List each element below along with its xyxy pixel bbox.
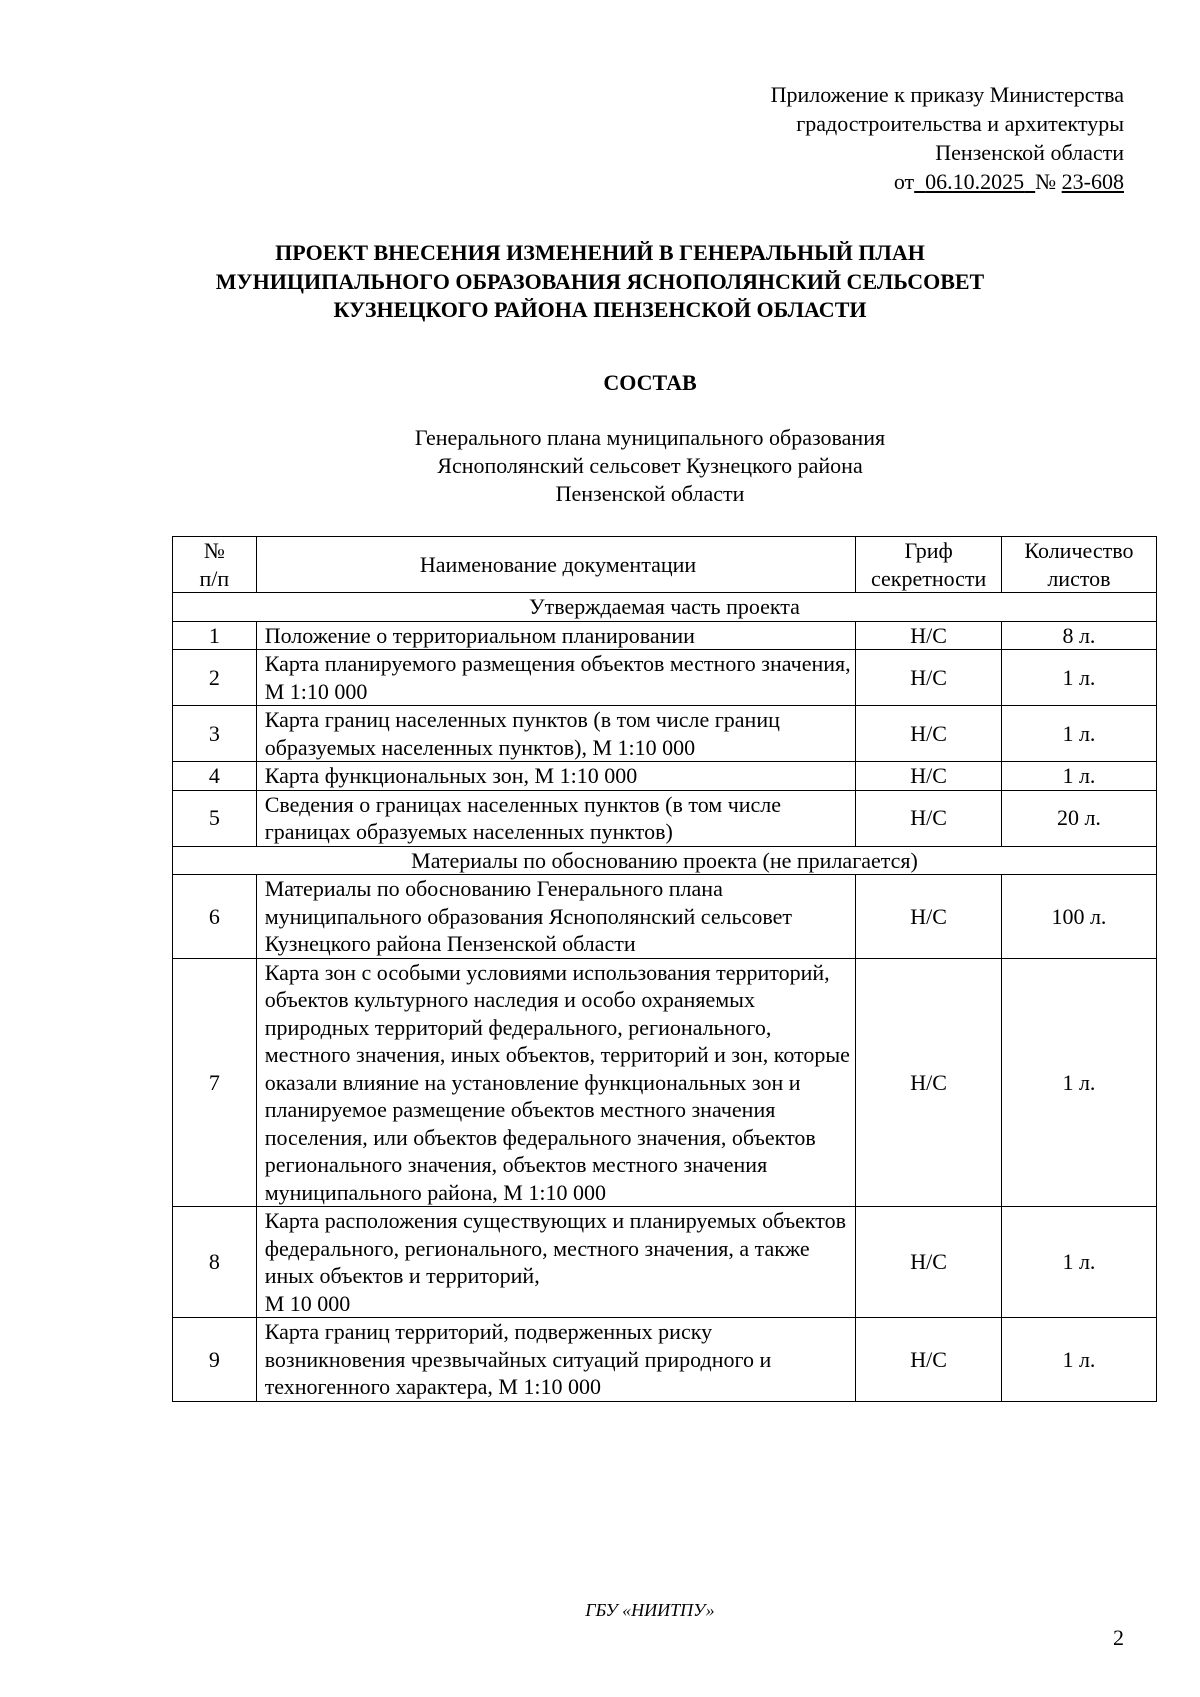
section-row-approved xyxy=(173,593,1157,622)
header-name: Наименование документации xyxy=(256,537,856,593)
row-name: Положение о территориальном планировании xyxy=(256,621,856,650)
section-heading: СОСТАВ xyxy=(603,370,697,395)
row-grif: Н/С xyxy=(856,875,1001,959)
row-num: 8 xyxy=(173,1207,257,1318)
table-row xyxy=(173,958,1157,1207)
row-qty: 1 л. xyxy=(1001,1207,1156,1318)
approval-number: 23-608 xyxy=(1061,169,1124,194)
row-grif: Н/С xyxy=(856,650,1001,706)
table-row xyxy=(173,621,1157,650)
table-row xyxy=(173,650,1157,706)
row-name: Карта границ территорий, подверженных риску возникновения чрезвычайных ситуаций природного и техногенного характера, М 1:10 000 xyxy=(256,1318,856,1402)
row-name-line-2: М 10 000 xyxy=(264,1290,351,1316)
row-num: 5 xyxy=(173,790,257,846)
row-name: Карта планируемого размещения объектов местного значения, М 1:10 000 xyxy=(256,650,856,706)
row-num: 7 xyxy=(173,958,257,1207)
header-num: № п/п xyxy=(173,537,257,593)
page-number: 2 xyxy=(1113,1625,1124,1650)
document-title xyxy=(110,239,1090,325)
approval-number-prefix: № xyxy=(1035,169,1057,194)
row-num: 4 xyxy=(173,762,257,791)
composition-table xyxy=(172,536,1157,1402)
row-grif: Н/С xyxy=(856,621,1001,650)
approval-line-3: Пензенской области xyxy=(935,140,1124,165)
title-line-2: МУНИЦИПАЛЬНОГО ОБРАЗОВАНИЯ ЯСНОПОЛЯНСКИЙ СЕЛЬСОВЕТ xyxy=(215,268,985,294)
table-row xyxy=(173,1318,1157,1402)
table-row xyxy=(173,1207,1157,1318)
table-row xyxy=(173,762,1157,791)
row-qty: 1 л. xyxy=(1001,1318,1156,1402)
row-grif: Н/С xyxy=(856,958,1001,1207)
approval-date: 06.10.2025 xyxy=(925,169,1025,194)
row-name-line-1: Карта расположения существующих и планируемых объектов федерального, регионального, местного значения, а также иных объектов и территорий, xyxy=(264,1208,846,1288)
approval-date-line xyxy=(564,167,1124,196)
section-label: Утверждаемая часть проекта xyxy=(173,593,1157,622)
row-num: 6 xyxy=(173,875,257,959)
row-num: 9 xyxy=(173,1318,257,1402)
row-grif: Н/С xyxy=(856,1207,1001,1318)
row-num: 2 xyxy=(173,650,257,706)
row-num: 1 xyxy=(173,621,257,650)
row-grif: Н/С xyxy=(856,1318,1001,1402)
row-name: Карта границ населенных пунктов (в том числе границ образуемых населенных пунктов), М 1:10 000 xyxy=(256,706,856,762)
section-row-justification xyxy=(173,846,1157,875)
table-row xyxy=(173,790,1157,846)
subtitle-line-3: Пензенской области xyxy=(555,481,745,506)
footer-organization: ГБУ «НИИТПУ» xyxy=(585,1600,715,1620)
title-line-1: ПРОЕКТ ВНЕСЕНИЯ ИЗМЕНЕНИЙ В ГЕНЕРАЛЬНЫЙ ПЛАН xyxy=(275,240,925,265)
row-grif: Н/С xyxy=(856,790,1001,846)
approval-line-2: градостроительства и архитектуры xyxy=(796,111,1124,136)
document-subtitle xyxy=(250,424,1050,508)
row-grif: Н/С xyxy=(856,706,1001,762)
row-qty: 100 л. xyxy=(1001,875,1156,959)
approval-block xyxy=(564,80,1124,196)
table-header-row xyxy=(173,537,1157,593)
header-qty: Количество листов xyxy=(1001,537,1156,593)
table-row xyxy=(173,875,1157,959)
row-qty: 20 л. xyxy=(1001,790,1156,846)
row-name: Карта зон с особыми условиями использования территорий, объектов культурного наследия и особо охраняемых природных территорий федерального, регионального, местного значения, иных объектов, территорий и зон, которые оказали влияние на установление функциональных зон и планируемое размещение объектов местного значения поселения, или объектов федерального значения, объектов регионального значения, объектов местного значения муниципального района, М 1:10 000 xyxy=(256,958,856,1207)
section-label: Материалы по обоснованию проекта (не прилагается) xyxy=(173,846,1157,875)
row-name xyxy=(256,1207,856,1318)
row-name: Карта функциональных зон, М 1:10 000 xyxy=(256,762,856,791)
row-num: 3 xyxy=(173,706,257,762)
row-qty: 1 л. xyxy=(1001,650,1156,706)
approval-date-prefix: от xyxy=(893,169,915,194)
row-qty: 8 л. xyxy=(1001,621,1156,650)
subtitle-line-1: Генерального плана муниципального образования xyxy=(414,425,886,450)
row-qty: 1 л. xyxy=(1001,958,1156,1207)
row-qty: 1 л. xyxy=(1001,706,1156,762)
row-qty: 1 л. xyxy=(1001,762,1156,791)
subtitle-line-2: Яснополянский сельсовет Кузнецкого района xyxy=(437,453,863,478)
title-line-3: КУЗНЕЦКОГО РАЙОНА ПЕНЗЕНСКОЙ ОБЛАСТИ xyxy=(333,297,867,322)
row-name: Сведения о границах населенных пунктов (в том числе границах образуемых населенных пунктов) xyxy=(256,790,856,846)
row-grif: Н/С xyxy=(856,762,1001,791)
row-name: Материалы по обоснованию Генерального плана муниципального образования Яснополянский сельсовет Кузнецкого района Пензенской области xyxy=(256,875,856,959)
table-row xyxy=(173,706,1157,762)
approval-line-1: Приложение к приказу Министерства xyxy=(770,82,1124,107)
header-grif: Гриф секретности xyxy=(856,537,1001,593)
